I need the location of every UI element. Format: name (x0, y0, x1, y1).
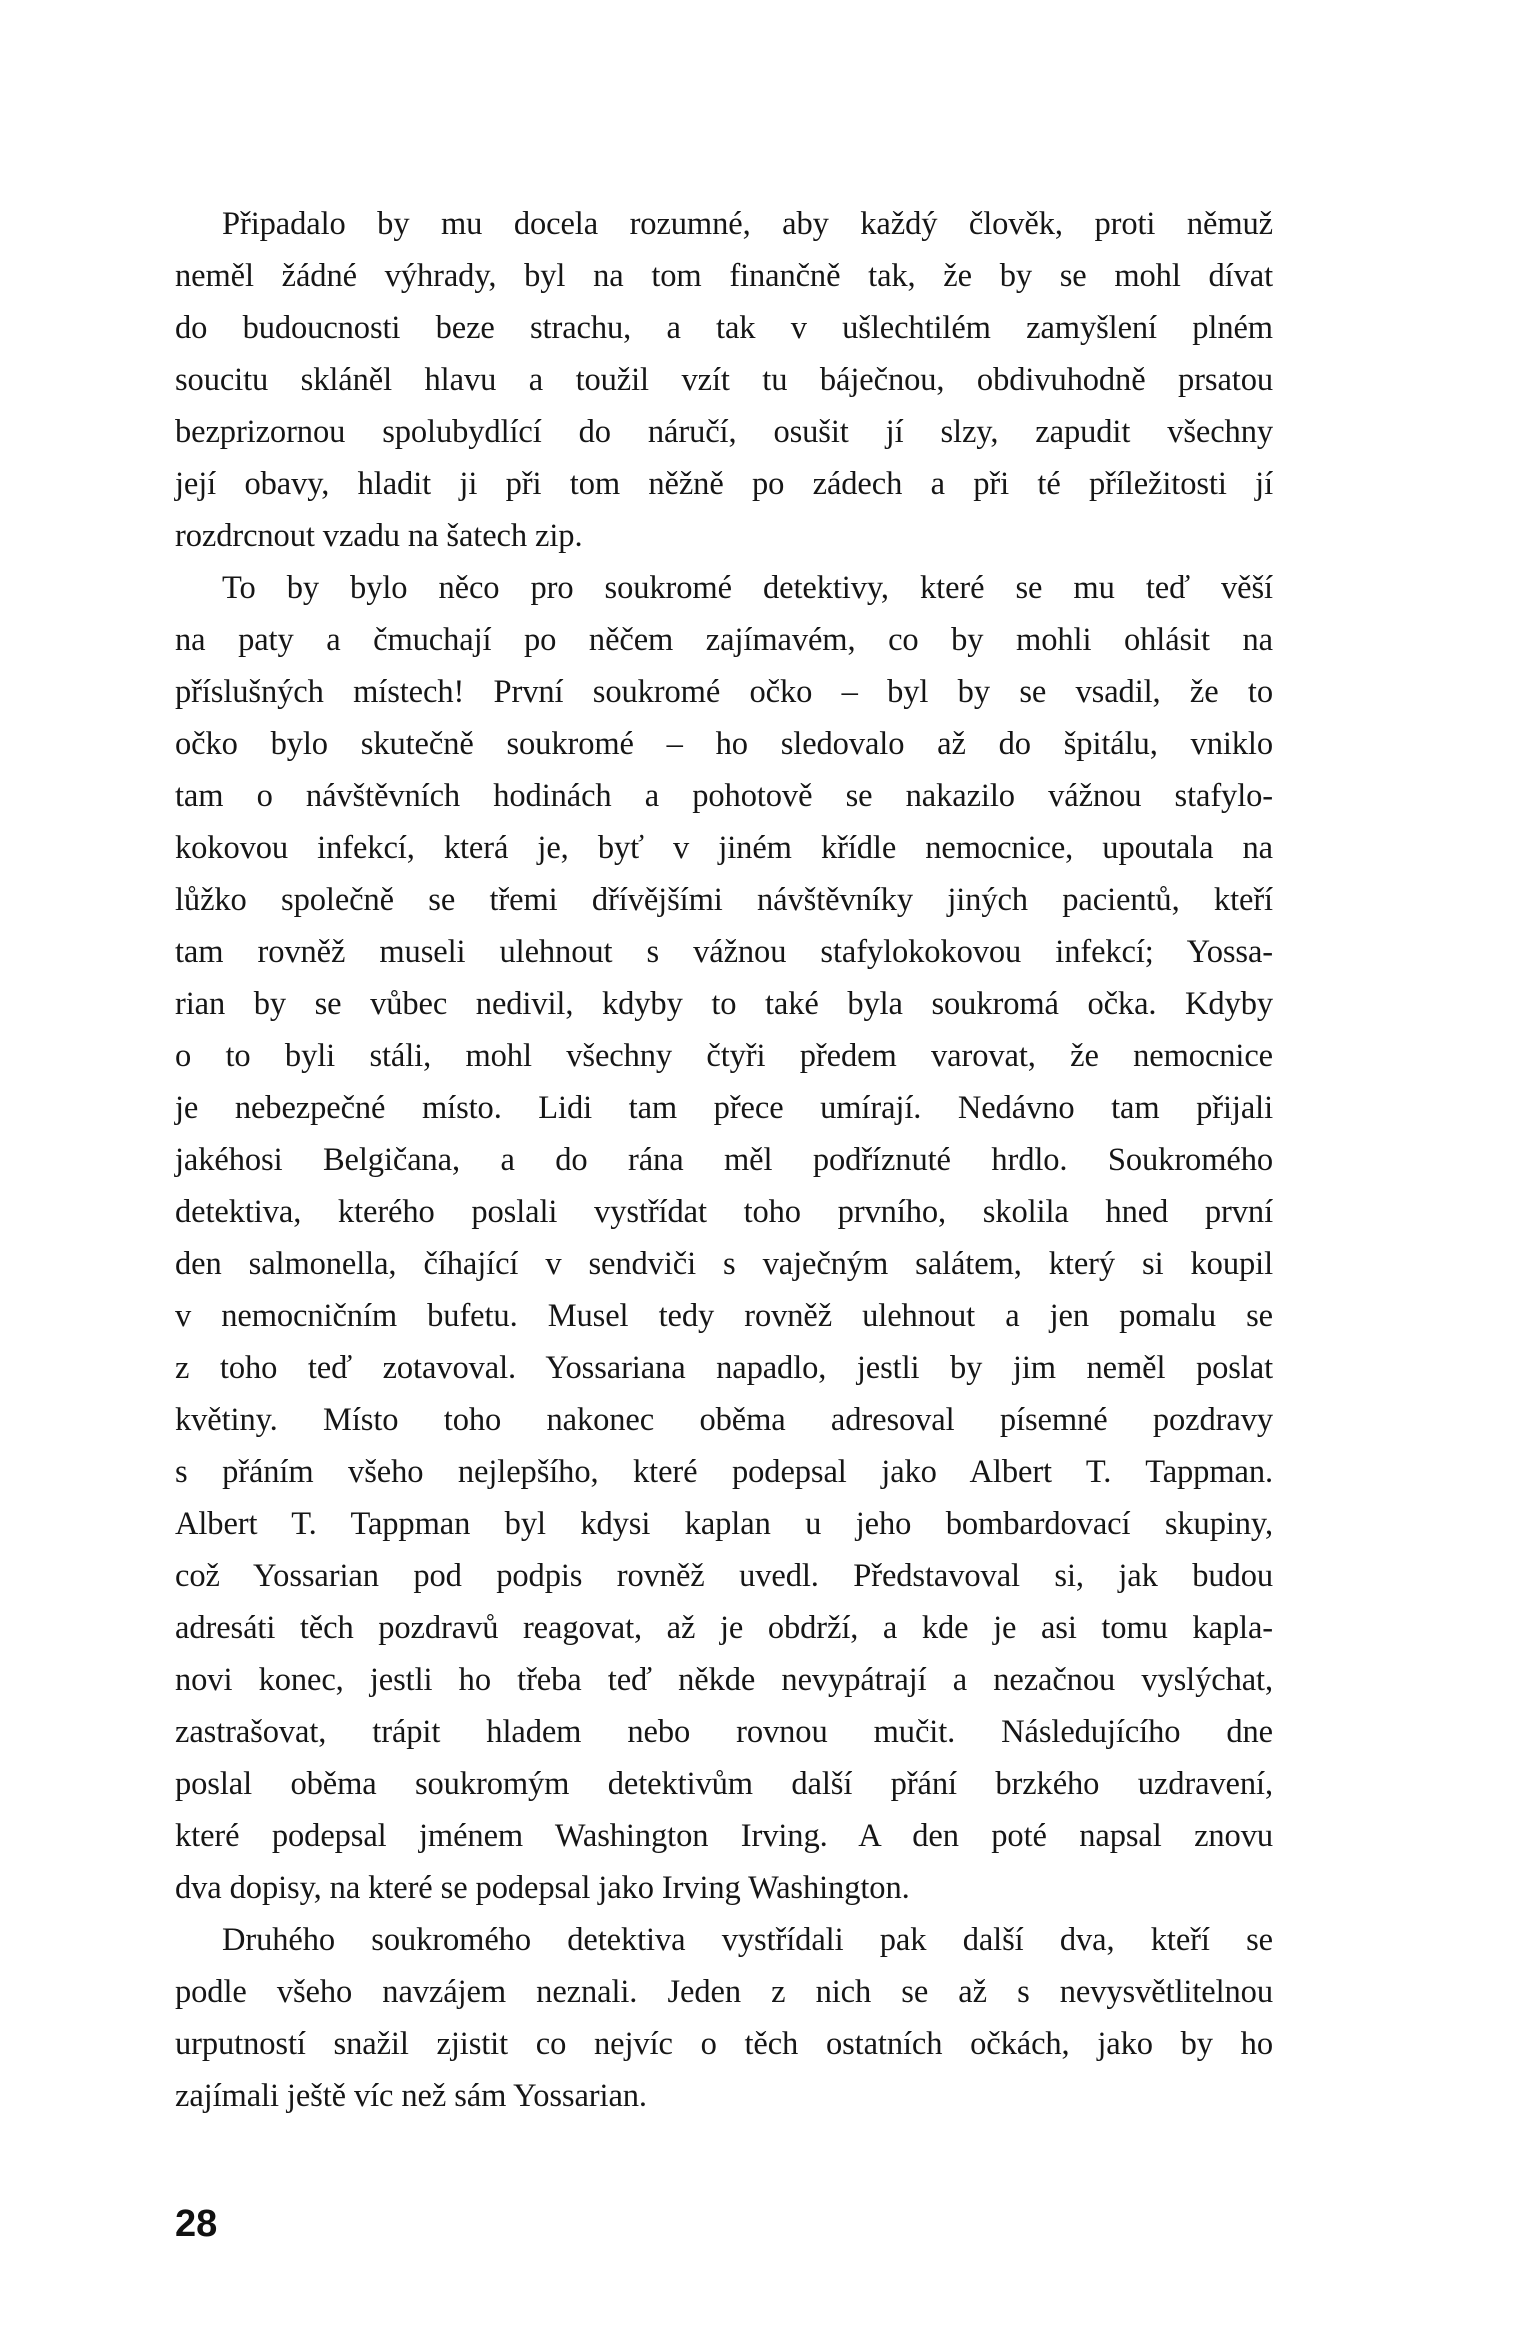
paragraph (175, 198, 1273, 562)
text-line: rian by se vůbec nedivil, kdyby to také byla soukromá očka. Kdyby (175, 986, 1273, 1022)
text-line: poslal oběma soukromým detektivům další přání brzkého uzdravení, (175, 1766, 1273, 1802)
text-line: které podepsal jménem Washington Irving. A den poté napsal znovu (175, 1818, 1273, 1854)
text-line: lůžko společně se třemi dřívějšími návštěvníky jiných pacientů, kteří (175, 882, 1273, 918)
text-line: květiny. Místo toho nakonec oběma adresoval písemné pozdravy (175, 1402, 1273, 1438)
text-line: s přáním všeho nejlepšího, které podepsal jako Albert T. Tappman. (175, 1454, 1273, 1490)
text-line: očko bylo skutečně soukromé – ho sledovalo až do špitálu, vniklo (175, 726, 1273, 762)
text-line: Druhého soukromého detektiva vystřídali pak další dva, kteří se (222, 1922, 1273, 1958)
text-line: její obavy, hladit ji při tom něžně po zádech a při té příležitosti jí (175, 466, 1273, 502)
paragraph (175, 1914, 1273, 2122)
text-line: o to byli stáli, mohl všechny čtyři předem varovat, že nemocnice (175, 1038, 1273, 1074)
text-line: urputností snažil zjistit co nejvíc o těch ostatních očkách, jako by ho (175, 2026, 1273, 2062)
text-line: neměl žádné výhrady, byl na tom finančně tak, že by se mohl dívat (175, 258, 1273, 294)
text-line: Albert T. Tappman byl kdysi kaplan u jeho bombardovací skupiny, (175, 1506, 1273, 1542)
text-line: bezprizornou spolubydlící do náručí, osušit jí slzy, zapudit všechny (175, 414, 1273, 450)
page-number: 28 (175, 2203, 218, 2245)
text-line: do budoucnosti beze strachu, a tak v ušlechtilém zamyšlení plném (175, 310, 1273, 346)
text-line: zastrašovat, trápit hladem nebo rovnou mučit. Následujícího dne (175, 1714, 1273, 1750)
text-line: v nemocničním bufetu. Musel tedy rovněž ulehnout a jen pomalu se (175, 1298, 1273, 1334)
text-line: detektiva, kterého poslali vystřídat toho prvního, skolila hned první (175, 1194, 1273, 1230)
text-line: adresáti těch pozdravů reagovat, až je obdrží, a kde je asi tomu kapla- (175, 1610, 1273, 1646)
text-line: tam o návštěvních hodinách a pohotově se nakazilo vážnou stafylo- (175, 778, 1273, 814)
text-line: novi konec, jestli ho třeba teď někde nevypátrají a nezačnou vyslýchat, (175, 1662, 1273, 1698)
text-line: kokovou infekcí, která je, byť v jiném křídle nemocnice, upoutala na (175, 830, 1273, 866)
text-line: je nebezpečné místo. Lidi tam přece umírají. Nedávno tam přijali (175, 1090, 1273, 1126)
paragraph (175, 562, 1273, 1914)
text-line: rozdrcnout vzadu na šatech zip. (175, 518, 583, 554)
text-line: což Yossarian pod podpis rovněž uvedl. Představoval si, jak budou (175, 1558, 1273, 1594)
text-line: jakéhosi Belgičana, a do rána měl podříznuté hrdlo. Soukromého (175, 1142, 1273, 1178)
text-line: tam rovněž museli ulehnout s vážnou stafylokokovou infekcí; Yossa- (175, 934, 1273, 970)
text-line: soucitu skláněl hlavu a toužil vzít tu báječnou, obdivuhodně prsatou (175, 362, 1273, 398)
text-line: podle všeho navzájem neznali. Jeden z nich se až s nevysvětlitelnou (175, 1974, 1273, 2010)
text-line: zajímali ještě víc než sám Yossarian. (175, 2078, 647, 2114)
text-line: příslušných místech! První soukromé očko – byl by se vsadil, že to (175, 674, 1273, 710)
text-line: Připadalo by mu docela rozumné, aby každý člověk, proti němuž (222, 206, 1273, 242)
text-line: z toho teď zotavoval. Yossariana napadlo, jestli by jim neměl poslat (175, 1350, 1273, 1386)
text-line: To by bylo něco pro soukromé detektivy, které se mu teď věší (222, 570, 1273, 606)
text-line: den salmonella, číhající v sendviči s vaječným salátem, který si koupil (175, 1246, 1273, 1282)
text-line: dva dopisy, na které se podepsal jako Irving Washington. (175, 1870, 910, 1906)
text-line: na paty a čmuchají po něčem zajímavém, co by mohli ohlásit na (175, 622, 1273, 658)
text-block (175, 198, 1273, 2122)
